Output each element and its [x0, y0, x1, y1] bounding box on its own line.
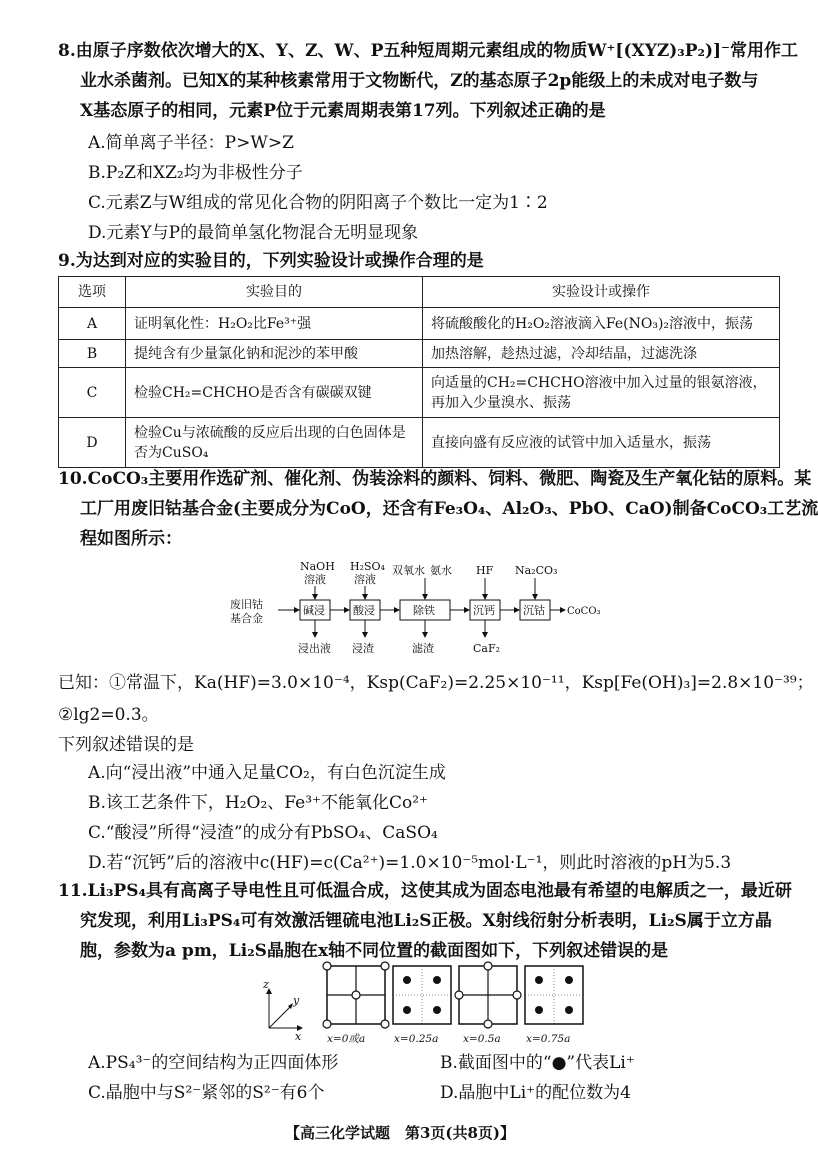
q8-line3: X基态原子的相同，元素P位于元素周期表第17列。下列叙述正确的是	[80, 101, 606, 121]
flow-output-label: 浸出液	[298, 642, 331, 655]
flow-input-label: 溶液	[354, 573, 376, 586]
table-cell-design: 加热溶解，趁热过滤，冷却结晶，过滤洗涤	[423, 340, 780, 368]
flow-output-label: 滤渣	[412, 642, 434, 655]
flow-product-label: CoCO₃	[567, 606, 601, 617]
flow-arrowhead	[312, 632, 318, 638]
q8-option-c: C.元素Z与W组成的常见化合物的阴阳离子个数比一定为1∶2	[88, 193, 548, 213]
table-cell-purpose: 检验Cu与浓硫酸的反应后出现的白色固体是否为CuSO₄	[126, 418, 423, 468]
q8-option-b: B.P₂Z和XZ₂均为非极性分子	[88, 163, 303, 183]
q11-option-b: B.截面图中的“●”代表Li⁺	[440, 1053, 635, 1073]
section-x025	[393, 966, 451, 1024]
lithium-ion-dot	[433, 976, 441, 984]
table-row	[59, 418, 780, 468]
flow-arrowhead	[312, 594, 318, 600]
table-header: 实验目的	[126, 277, 423, 308]
flow-arrowhead	[344, 607, 350, 613]
q10-line3: 程如图所示：	[80, 529, 182, 549]
axis-label-x: x	[295, 1030, 302, 1043]
table-row	[59, 308, 780, 340]
flow-input-label: H₂SO₄	[350, 560, 385, 573]
table-cell-purpose: 证明氧化性：H₂O₂比Fe³⁺强	[126, 308, 423, 340]
lithium-ion-dot	[433, 1006, 441, 1014]
section-caption: x=0.5a	[463, 1033, 501, 1045]
table-header-row	[59, 277, 780, 308]
q8-line2: 业水杀菌剂。已知X的某种核素常用于文物断代，Z的基态原子2p能级上的未成对电子数与	[80, 71, 759, 91]
flow-input-label: 溶液	[304, 573, 326, 586]
lithium-ion-dot	[535, 976, 543, 984]
q8-option-d: D.元素Y与P的最简单氢化物混合无明显现象	[88, 223, 419, 243]
page-footer: 【高三化学试题 第3页(共8页)】	[284, 1124, 516, 1142]
table-cell-option: A	[59, 308, 126, 340]
flow-arrowhead	[464, 607, 470, 613]
flow-arrowhead	[422, 594, 428, 600]
q9-stem: 9.为达到对应的实验目的，下列实验设计或操作合理的是	[58, 251, 484, 271]
flow-input-label: NaOH	[300, 560, 335, 573]
sulfide-ion-circle	[381, 962, 389, 970]
experiment-table	[58, 276, 780, 468]
flow-arrowhead	[560, 607, 566, 613]
flow-step-label: 酸浸	[353, 604, 375, 617]
flow-output-label: CaF₂	[473, 642, 501, 655]
flow-arrowhead	[532, 594, 538, 600]
sulfide-ion-circle	[513, 991, 521, 999]
sulfide-ion-circle	[323, 962, 331, 970]
lithium-ion-dot	[535, 1006, 543, 1014]
table-cell-purpose: 提纯含有少量氯化钠和泥沙的苯甲酸	[126, 340, 423, 368]
section-caption: x=0.75a	[526, 1033, 571, 1045]
section-caption: x=0.25a	[394, 1033, 439, 1045]
q11-option-d: D.晶胞中Li⁺的配位数为4	[440, 1083, 631, 1103]
flow-input-label: 氨水	[430, 564, 452, 577]
flow-arrowhead	[514, 607, 520, 613]
table-cell-design: 向适量的CH₂=CHCHO溶液中加入过量的银氨溶液，再加入少量溴水、振荡	[423, 368, 780, 418]
flow-arrowhead	[482, 594, 488, 600]
sulfide-ion-circle	[484, 962, 492, 970]
q10-stem: 下列叙述错误的是	[58, 735, 194, 755]
flow-arrowhead	[482, 632, 488, 638]
flow-step-label: 碱浸	[303, 604, 325, 617]
flow-start-label: 基合金	[230, 612, 263, 625]
flow-arrowhead	[294, 607, 300, 613]
table-cell-option: C	[59, 368, 126, 418]
flow-output-label: 浸渣	[352, 642, 374, 655]
flow-arrowhead	[362, 594, 368, 600]
table-row	[59, 368, 780, 418]
section-caption: x=0或a	[327, 1033, 366, 1045]
flow-step-label: 除铁	[413, 604, 435, 617]
flow-step-label: 沉钙	[473, 604, 495, 617]
table-row	[59, 340, 780, 368]
q8-option-a: A.简单离子半径：P>W>Z	[88, 133, 294, 153]
q10-option-c: C.“酸浸”所得“浸渣”的成分有PbSO₄、CaSO₄	[88, 823, 438, 843]
section-x075	[525, 966, 583, 1024]
flow-input-label: HF	[476, 564, 494, 577]
q10-option-a: A.向“浸出液”中通入足量CO₂，有白色沉淀生成	[88, 763, 446, 783]
process-flow-diagram	[230, 560, 601, 670]
flow-start-label: 废旧钴	[230, 598, 263, 611]
q10-line2: 工厂用废旧钴基合金(主要成分为CoO，还含有Fe₃O₄、Al₂O₃、PbO、CaO)制备CoCO₃工艺流	[80, 499, 818, 519]
flow-input-label: 双氧水	[392, 564, 425, 577]
sulfide-ion-circle	[455, 991, 463, 999]
q11-line1: 11.Li₃PS₄具有高离子导电性且可低温合成，这使其成为固态电池最有希望的电解质之一，最近研	[58, 881, 792, 901]
section-x0	[323, 962, 389, 1028]
sulfide-ion-circle	[323, 1020, 331, 1028]
q10-option-b: B.该工艺条件下，H₂O₂、Fe³⁺不能氧化Co²⁺	[88, 793, 429, 813]
q11-line3: 胞，参数为a pm，Li₂S晶胞在x轴不同位置的截面图如下，下列叙述错误的是	[80, 941, 669, 961]
flow-input-label: Na₂CO₃	[515, 564, 558, 577]
sulfide-ion-circle	[352, 991, 360, 999]
table-cell-option: B	[59, 340, 126, 368]
q10-option-d: D.若“沉钙”后的溶液中c(HF)=c(Ca²⁺)=1.0×10⁻⁵mol·L⁻¹，则此时溶液的pH为5.3	[88, 853, 732, 873]
table-cell-design: 直接向盛有反应液的试管中加入适量水，振荡	[423, 418, 780, 468]
section-x05	[455, 962, 521, 1028]
flow-arrowhead	[362, 632, 368, 638]
section-frame	[525, 966, 583, 1024]
sulfide-ion-circle	[381, 1020, 389, 1028]
axis-label-z: z	[263, 978, 269, 991]
table-cell-purpose: 检验CH₂=CHCHO是否含有碳碳双键	[126, 368, 423, 418]
sulfide-ion-circle	[484, 1020, 492, 1028]
lithium-ion-dot	[403, 976, 411, 984]
table-header: 选项	[59, 277, 126, 308]
q11-line2: 究发现，利用Li₃PS₄可有效激活锂硫电池Li₂S正极。X射线衍射分析表明，Li₂S属于立方晶	[80, 911, 772, 931]
flow-step-label: 沉钴	[523, 604, 545, 617]
q11-option-a: A.PS₄³⁻的空间结构为正四面体形	[88, 1053, 339, 1073]
flow-arrowhead	[422, 632, 428, 638]
q10-line1: 10.CoCO₃主要用作选矿剂、催化剂、伪装涂料的颜料、饲料、微肥、陶瓷及生产氧化钴的原料。某	[58, 469, 812, 489]
flow-arrowhead	[394, 607, 400, 613]
table-cell-option: D	[59, 418, 126, 468]
lithium-ion-dot	[403, 1006, 411, 1014]
axis-label-y: y	[293, 994, 300, 1007]
axis-y-line	[269, 1006, 291, 1028]
table-cell-design: 将硫酸酸化的H₂O₂溶液滴入Fe(NO₃)₂溶液中，振荡	[423, 308, 780, 340]
lithium-ion-dot	[565, 976, 573, 984]
q10-known-1: 已知：①常温下，Ka(HF)=3.0×10⁻⁴，Ksp(CaF₂)=2.25×10⁻¹¹，Ksp[Fe(OH)₃]=2.8×10⁻³⁹；	[58, 673, 814, 693]
table-header: 实验设计或操作	[423, 277, 780, 308]
lithium-ion-dot	[565, 1006, 573, 1014]
q10-known-2: ②lg2=0.3。	[58, 705, 159, 725]
crystal-section-diagram	[255, 958, 585, 1048]
q8-line1: 8.由原子序数依次增大的X、Y、Z、W、P五种短周期元素组成的物质W⁺[(XYZ)₃P₂)]⁻常用作工	[58, 41, 799, 61]
section-frame	[393, 966, 451, 1024]
q11-option-c: C.晶胞中与S²⁻紧邻的S²⁻有6个	[88, 1083, 325, 1103]
